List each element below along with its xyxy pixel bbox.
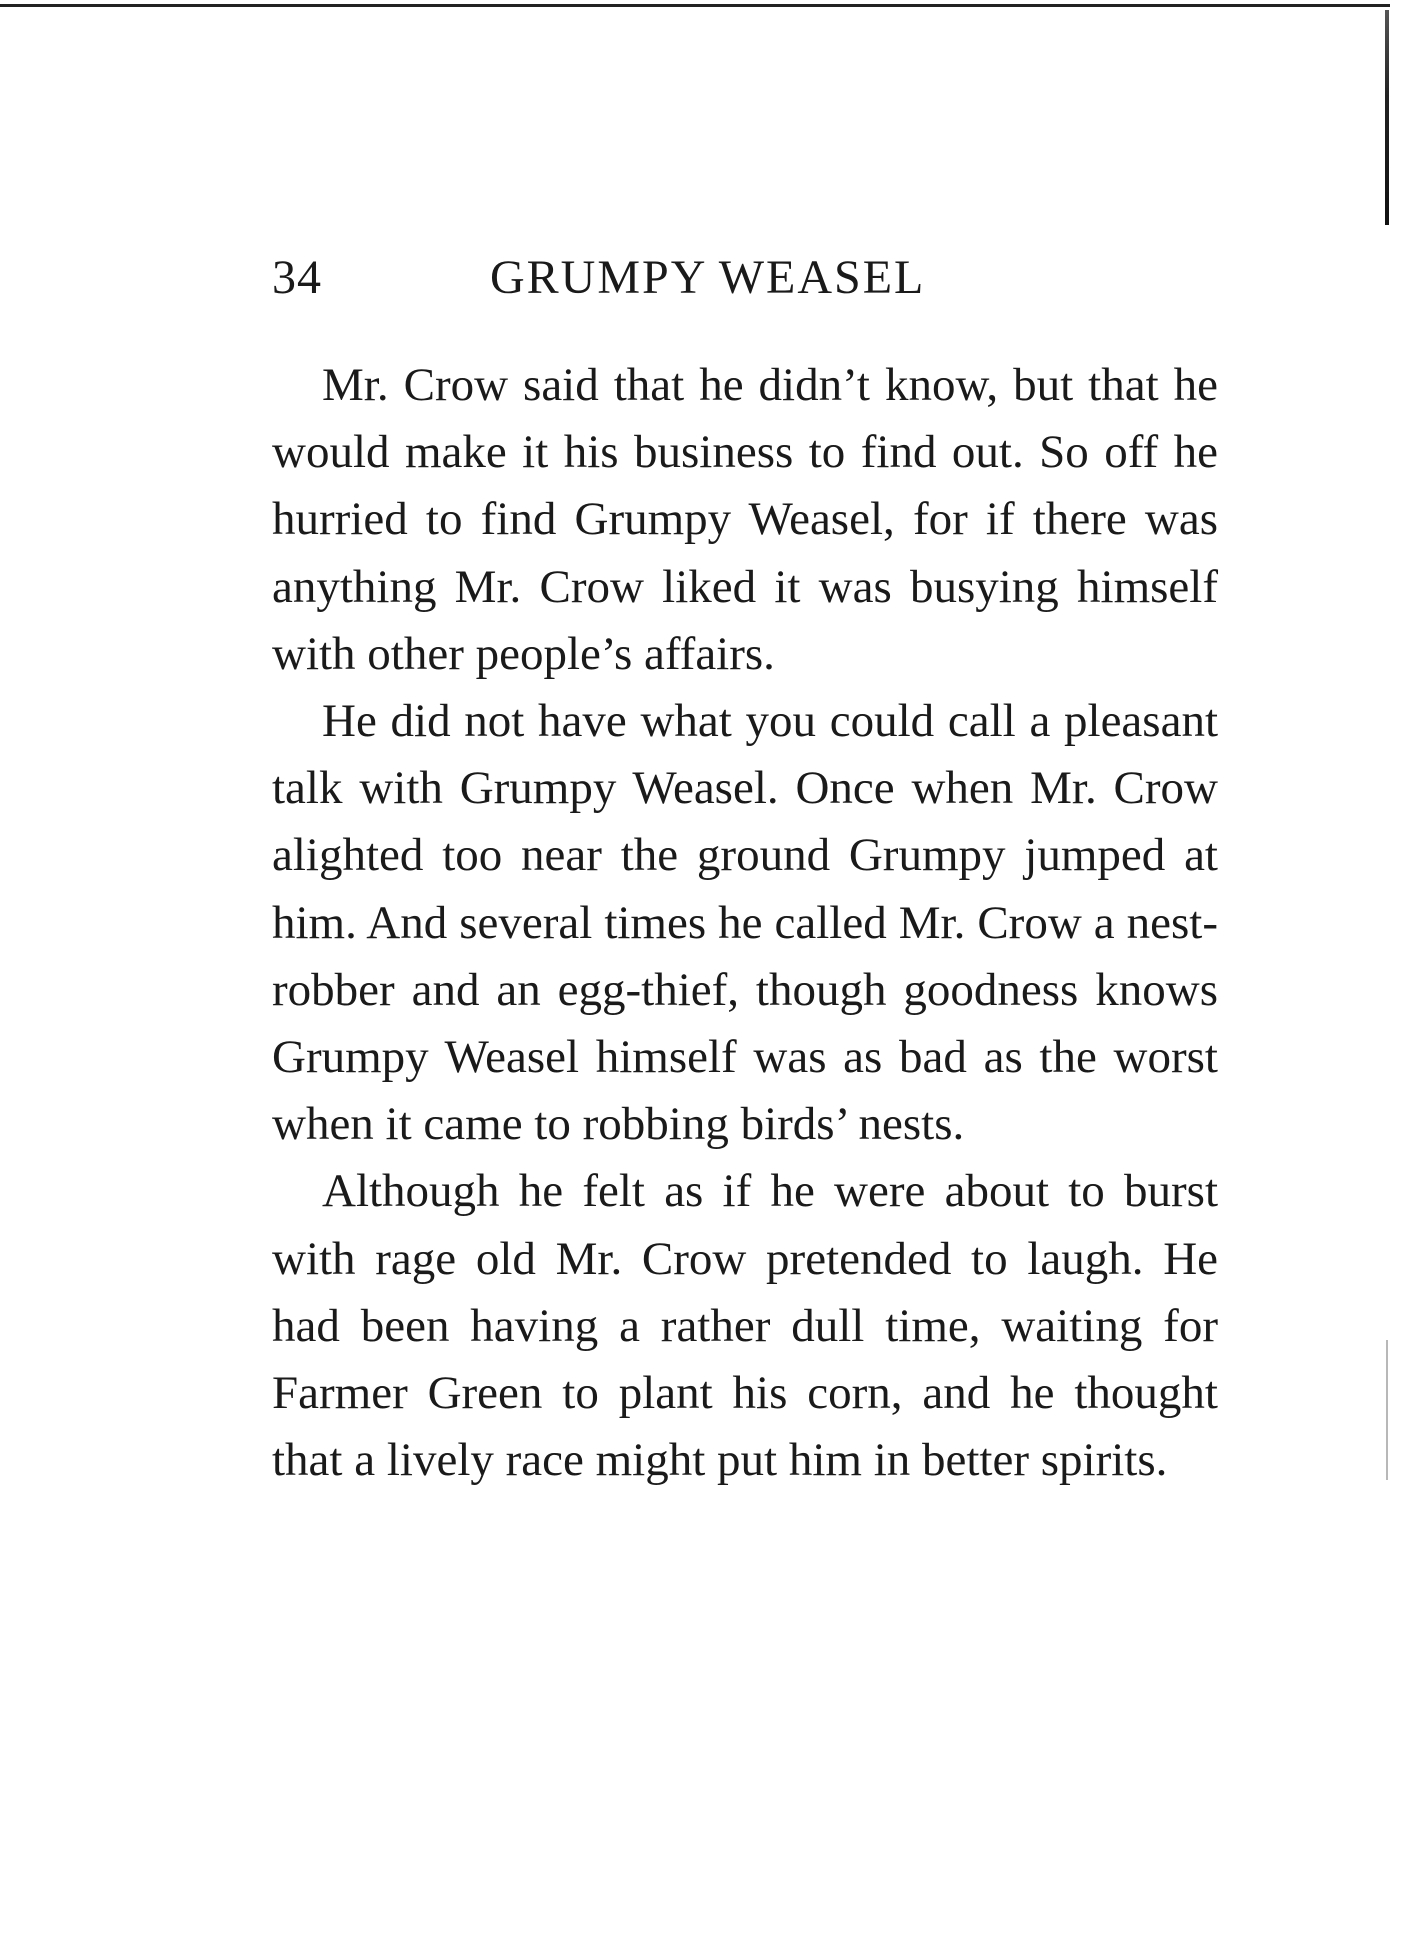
running-title: GRUMPY WEASEL [490, 251, 926, 304]
body-text [272, 352, 1218, 1494]
paragraph-1: Mr. Crow said that he didn’t know, but that he would make it his business to find out. So off he hurried to find Grumpy Weasel, for if there was anything Mr. Crow liked it was busying himself with other people’s affairs. [272, 359, 1218, 680]
top-border-line [0, 4, 1390, 7]
running-head [272, 250, 1032, 310]
page-number: 34 [272, 251, 322, 304]
page-edge-mark [1386, 1340, 1388, 1480]
page-edge-shadow [1385, 10, 1389, 225]
paragraph-2: He did not have what you could call a pleasant talk with Grumpy Weasel. Once when Mr. Crow alighted too near the ground Grumpy jumped at him. And several times he called Mr. Crow a nest-robber and an egg-thief, though goodness knows Grumpy Weasel himself was as bad as the worst when it came to robbing birds’ nests. [272, 695, 1218, 1151]
paragraph-3: Although he felt as if he were about to burst with rage old Mr. Crow pretended to laugh. He had been having a rather dull time, waiting for Farmer Green to plant his corn, and he thought that a lively race might put him in better spirits. [272, 1165, 1218, 1487]
